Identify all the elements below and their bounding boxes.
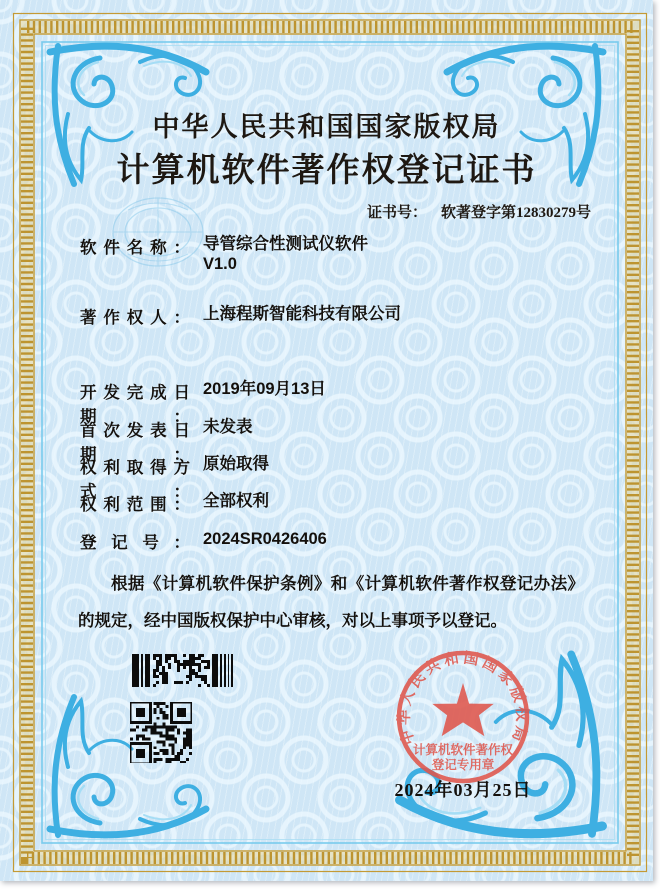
barcode-icon — [132, 654, 235, 692]
field-value: 原始取得 — [203, 455, 269, 473]
field-label: 登记号： — [80, 534, 190, 552]
field-rights-scope — [80, 491, 269, 515]
field-label: 权利取得方式： — [80, 459, 190, 501]
field-registration-number — [80, 529, 327, 553]
field-value: 全部权利 — [203, 492, 269, 510]
seal-ring-text: 中华人民共和国国家版权局 — [396, 650, 530, 747]
certificate-number-value: 软著登字第12830279号 — [440, 205, 591, 221]
qr-code-icon — [130, 702, 192, 768]
field-value: 导管综合性测试仪软件 V1.0 — [203, 235, 368, 273]
field-copyright-owner — [80, 304, 401, 328]
authority-title: 中华人民共和国国家版权局 — [152, 112, 501, 142]
field-label: 权利范围： — [80, 496, 190, 514]
field-value: 2019年09月13日 — [203, 380, 326, 398]
issue-date: 2024年03月25日 — [394, 780, 532, 800]
official-seal — [390, 648, 536, 794]
certificate-title: 计算机软件著作权登记证书 — [116, 153, 537, 189]
field-value: 未发表 — [203, 418, 253, 436]
field-software-name — [80, 234, 368, 274]
certificate-number-label: 证书号： — [366, 205, 427, 221]
field-label: 开发完成日期： — [80, 384, 190, 426]
certificate-number — [367, 201, 591, 222]
field-label: 著作权人： — [80, 309, 190, 327]
registration-statement: 根据《计算机软件保护条例》和《计算机软件著作权登记办法》的规定，经中国版权保护中心审核，对以上事项予以登记。 — [78, 575, 584, 630]
seal-line2: 登记专用章 — [431, 758, 495, 772]
field-value-version: V1.0 — [203, 255, 237, 273]
field-label: 软件名称： — [80, 239, 190, 257]
seal-line1: 计算机软件著作权 — [412, 743, 514, 757]
field-value: 上海程斯智能科技有限公司 — [203, 305, 401, 323]
field-value: 2024SR0426406 — [203, 530, 327, 548]
seal-star-icon — [432, 683, 493, 736]
field-label: 首次发表日期： — [80, 422, 190, 464]
